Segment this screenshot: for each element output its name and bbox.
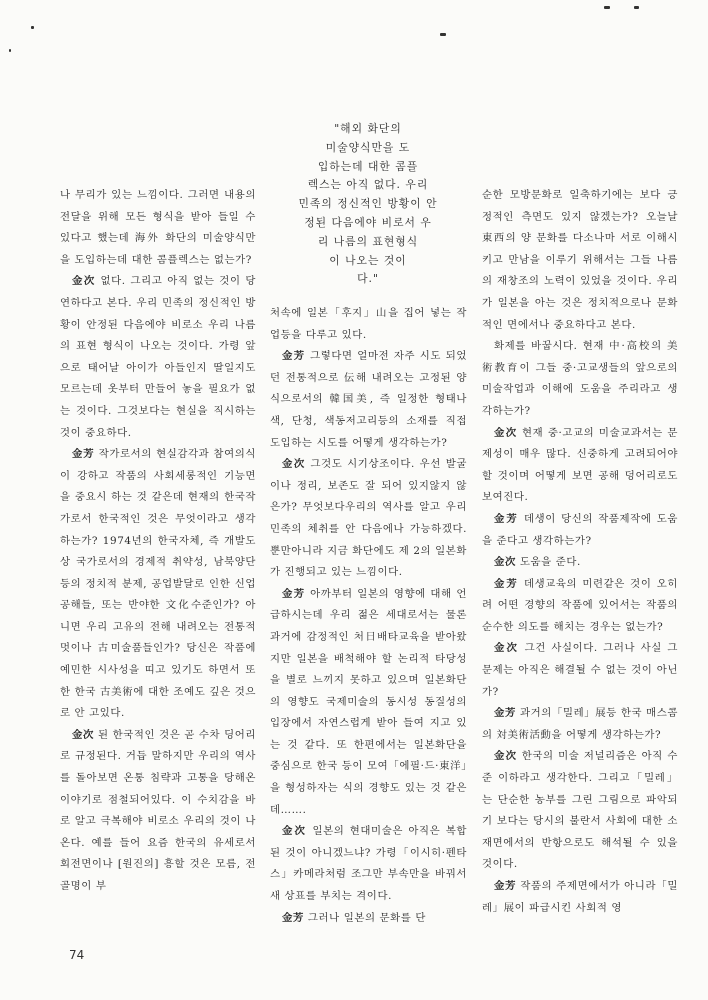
paragraph-text: 현재 중·고교의 미술교과서는 문제성이 매우 많다. 신중하게 고려되어야 할 것이며 어떻게 보면 공해 덩어리로도 보여진다. <box>482 426 678 504</box>
paragraph-text: 그러나 일본의 문화를 단 <box>303 911 426 924</box>
pull-quote-line: 이 나오는 것이 <box>329 253 407 267</box>
paragraph-text: 작가로서의 현실감각과 참여의식이 강하고 작품의 사회세롱적인 기능면을 중요시 하는 것 같은데 현재의 한국작가로서 한국적인 것은 무엇이라고 생각하는가? 1974년의 한국자체, 즉 개발도상 국가로서의 경제적 취약성, 남북양단등의 정치적 분제, 공업발달로 인한 신업공해들, 또는 반야한 文化수준인가? 아니면 우리 고유의 전해 내려오는 전통적 멋이나 古미술품들인가? 당신은 작품에 예민한 시사성을 띠고 있기도 하면서 또한 한국 古美術에 대한 조예도 깊은 것으로 안 고있다. <box>60 448 256 720</box>
paragraph-text: 일본의 현대미술은 아직은 복합된 것이 아니겠느냐? 가령「이시히·펜타스」카메라처럼 조그만 부속만을 바꿔서 새 상표를 부치는 격이다. <box>270 825 467 903</box>
speaker-label: 金次 <box>72 275 96 288</box>
pull-quote-line: 민족의 정신적인 방황이 안 <box>298 197 438 211</box>
print-speck-mark <box>604 6 610 9</box>
speaker-label: 金次 <box>494 750 518 763</box>
speaker-label: 金次 <box>494 642 520 655</box>
paragraph-text: 도움을 준다. <box>515 556 581 569</box>
paragraph-text: 그렇다면 얼마전 자주 시도 되었던 전통적으로 伝해 내려오는 고정된 양식으로서의 韓国美, 즉 일정한 형태나 색, 단청, 색동저고리등의 소재를 직접 도입하는 시도를 어떻게 생각하는가? <box>270 350 467 449</box>
pull-quote-line: "해외 화단의 <box>334 122 402 135</box>
paragraph-text: 순한 모방문화로 일축하기에는 보다 긍정적인 측면도 있지 않겠는가? 오늘날 東西의 양 문화를 다소나마 서로 이해시키고 만남을 이루기 위해서는 그들 나름의 재창조의 노력이 있었을 것이다. 우리가 일본을 아는 것은 정치적으로나 문화적인 면에서나 중요하다고 본다. <box>482 189 678 331</box>
paragraph <box>482 703 678 746</box>
pull-quote-line: 정된 다음에야 비로서 우 <box>304 215 432 229</box>
paragraph-text: 처속에 일본「후지」山을 집어 넣는 작업등을 다루고 있다. <box>270 307 467 341</box>
speaker-label: 金次 <box>282 825 308 838</box>
speaker-label: 金芳 <box>282 350 306 363</box>
paragraph-text: 화제를 바꿉시다. 현재 中·高校의 美術教育이 그들 중·고교생들의 앞으로의 미술작업과 이해에 도움을 주리라고 생각하는가? <box>482 340 678 417</box>
pull-quote-line: 미술양식만을 도 <box>325 140 411 154</box>
article-column-middle <box>270 303 467 929</box>
paragraph <box>482 423 678 509</box>
speaker-label: 金芳 <box>494 880 517 892</box>
paragraph <box>482 185 678 336</box>
speaker-label: 金次 <box>72 728 95 741</box>
print-speck-mark <box>9 49 11 52</box>
paragraph <box>60 185 256 271</box>
speaker-label: 金芳 <box>494 512 519 525</box>
speaker-label: 金芳 <box>72 448 95 461</box>
paragraph <box>482 638 678 703</box>
paragraph-text: 나 무리가 있는 느낌이다. 그러면 내용의 전달을 위해 모든 형식을 받아 들일 수 있다고 했는데 海外 화단의 미술양식만을 도입하는데 대한 콤플렉스는 없는가? <box>60 189 256 266</box>
speaker-label: 金芳 <box>282 911 304 924</box>
paragraph <box>60 444 256 725</box>
paragraph-text: 아까부터 일본의 영향에 대해 언급하시는데 우리 젊은 세대로서는 물론 과거에 감정적인 처日배타교육을 받아왔지만 일본을 배척해야 할 논리적 타당성을 별로 느끼지 못하고 있으며 일본화단의 영향도 국제미술의 동시성 동질성의 입장에서 자연스럽게 받아 들여 지고 있는 것 같다. 또 한편에서는 일본화단을 중심으로 한국 등이 모여「에필·드·東洋」을 형성하자는 식의 경향도 있는 것 같은데……. <box>270 587 467 816</box>
speaker-label: 金次 <box>494 426 518 439</box>
paragraph <box>482 336 678 422</box>
paragraph <box>482 509 678 552</box>
paragraph-text: 그것도 시기상조이다. 우선 발굴이나 정리, 보존도 잘 되어 있지않지 않은가? 무엇보다우리의 역사를 알고 우리 민족의 체취를 안 다음에나 가능하겠다. 뿐만아니라 지금 화단에도 제 2의 일본화가 진행되고 있는 느낌이다. <box>270 458 467 579</box>
paragraph <box>270 821 467 907</box>
paragraph <box>60 271 256 444</box>
speaker-label: 金芳 <box>494 577 519 590</box>
speaker-label: 金次 <box>282 458 306 471</box>
paragraph <box>270 584 467 822</box>
speaker-label: 金次 <box>494 556 516 569</box>
paragraph-text: 과거의「밀레」展등 한국 매스콤의 対美術活動을 어떻게 생각하는가? <box>482 707 678 741</box>
paragraph <box>482 552 678 574</box>
pull-quote-line: 렉스는 아직 없다. 우리 <box>307 178 429 192</box>
paragraph <box>270 908 467 930</box>
paragraph <box>482 746 678 876</box>
pull-quote-line: 리 나름의 표현형식 <box>317 234 419 248</box>
article-column-left <box>60 185 256 898</box>
speaker-label: 金芳 <box>494 707 517 720</box>
pull-quote-line: 다." <box>357 272 379 286</box>
paragraph-text: 데생교육의 미련같은 것이 오히려 어떤 경향의 작품에 있어서는 작품의 순수한 의도를 해치는 경우는 없는가? <box>482 577 678 633</box>
paragraph-text: 작품의 주제면에서가 아니라「밀레」展이 파급시킨 사회적 영 <box>482 880 679 914</box>
print-speck-mark <box>440 33 446 36</box>
page-number: 74 <box>69 948 85 962</box>
paragraph-text: 없다. 그리고 아직 없는 것이 당연하다고 본다. 우리 민족의 정신적인 방황이 안정된 다음에야 비로소 우리 나름의 표현 형식이 나오는 것이다. 가령 앞으로 태어날 아이가 아들인지 딸일지도 모르는데 옷부터 만들어 놓을 필요가 없는 것이다. 그것보다는 현실을 직시하는것이 중요하다. <box>60 275 257 439</box>
paragraph-text: 한국의 미술 저널리즘은 아직 수준 이하라고 생각한다. 그리고「밀레」는 단순한 농부를 그린 그림으로 파악되기 보다는 당시의 불란서 사회에 대한 소재면에서의 반항으로도 해석될 수 있을 것이다. <box>482 750 678 871</box>
print-speck-mark <box>634 6 639 9</box>
pull-quote-line: 입하는데 대한 콤플 <box>317 159 419 173</box>
paragraph-text: 데생이 당신의 작품제작에 도움을 준다고 생각하는가? <box>482 512 678 547</box>
pull-quote <box>268 120 468 289</box>
paragraph <box>482 574 678 639</box>
speaker-label: 金芳 <box>282 587 306 600</box>
paragraph <box>60 725 256 898</box>
paragraph <box>270 454 467 584</box>
article-column-right <box>482 185 678 919</box>
print-speck-mark <box>31 26 34 29</box>
paragraph <box>482 876 678 919</box>
paragraph <box>270 346 467 454</box>
paragraph-text: 된 한국적인 것은 곧 수차 딩어리로 규정된다. 거듭 말하지만 우리의 역사를 돌아보면 온통 침략과 고통을 당해온 이야기로 점철되어있다. 이 수치감을 바로 알고 극복해야 비로소 우리의 것이 나온다. 예를 들어 요즘 한국의 유세로서 회전면이나 [원진의] 흥할 것은 모름, 전골명이 부 <box>60 728 256 892</box>
paragraph-text: 그건 사실이다. 그러나 사실 그 문제는 아직은 해결될 수 없는 것이 아닌가? <box>482 642 678 698</box>
paragraph <box>270 303 467 346</box>
